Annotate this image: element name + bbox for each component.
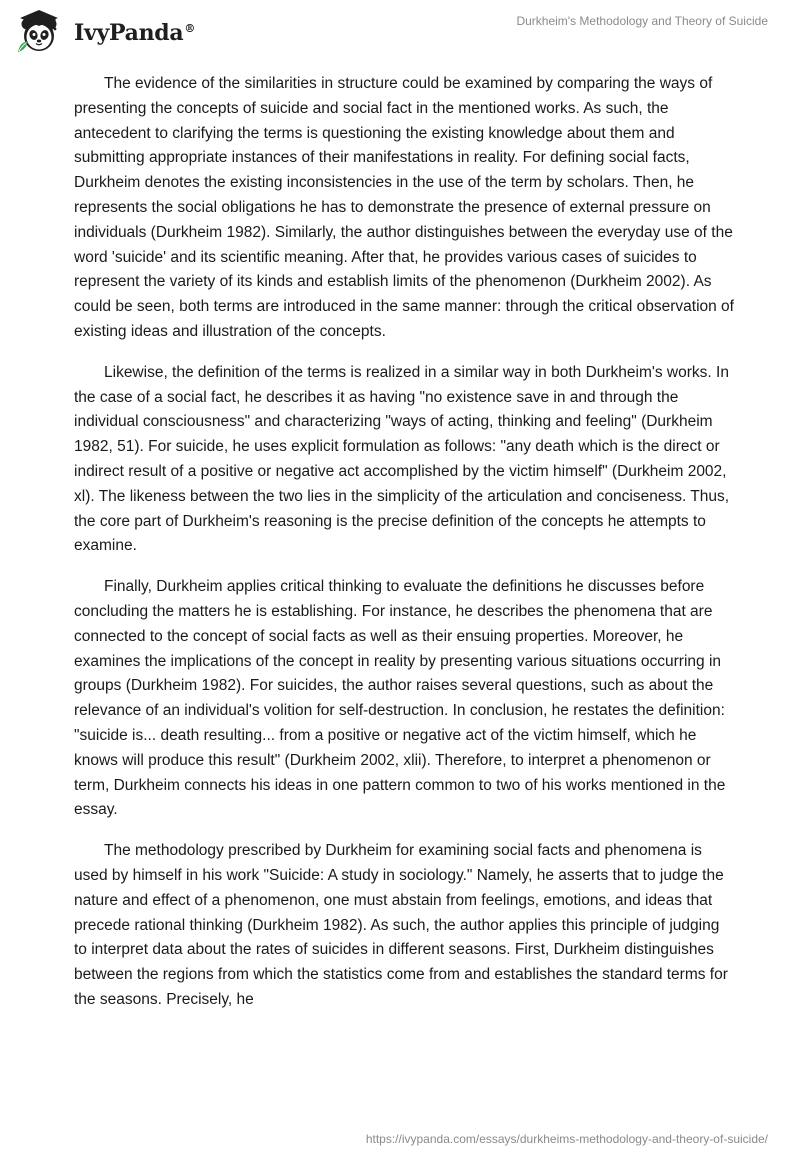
brand-name [74, 20, 195, 46]
ivypanda-logo[interactable] [14, 8, 195, 56]
registered-mark: ® [184, 21, 196, 35]
panda-graduation-cap-icon [14, 8, 68, 56]
essay-body [74, 72, 736, 1029]
brand-name-text: IvyPanda [74, 20, 184, 46]
paragraph: Likewise, the definition of the terms is realized in a similar way in both Durkheim's works. In the case of a social fact, he describes it as having "no existence save in and through the individual consciousness" and characterizing "ways of acting, thinking and feeling" (Durkheim 1982, 51). For suicide, he uses explicit formulation as follows: "any death which is the direct or indirect result of a positive or negative act accomplished by the victim himself" (Durkheim 2002, xl). The likeness between the two lies in the simplicity of the articulation and conciseness. Thus, the core part of Durkheim's reasoning is the precise definition of the concepts he attempts to examine. [74, 363, 730, 555]
paragraph: The evidence of the similarities in structure could be examined by comparing the ways of presenting the concepts of suicide and social fact in the mentioned works. As such, the antecedent to clarifying the terms is questioning the existing knowledge about them and submitting appropriate instances of their manifestations in reality. For defining social facts, Durkheim denotes the existing inconsistencies in the use of the term by scholars. Then, he represents the social obligations he has to demonstrate the presence of external pressure on individuals (Durkheim 1982). Similarly, the author distinguishes between the everyday use of the word 'suicide' and its scientific meaning. After that, he provides various cases of suicides to represent the variety of its kinds and establish limits of the phenomenon (Durkheim 2002). As could be seen, both terms are introduced in the same manner: through the critical observation of existing ideas and illustration of the concepts. [74, 75, 734, 340]
page-header [0, 0, 800, 60]
document-title: Durkheim's Methodology and Theory of Suicide [516, 14, 768, 28]
source-url[interactable]: https://ivypanda.com/essays/durkheims-methodology-and-theory-of-suicide/ [365, 1132, 768, 1146]
paragraph: Finally, Durkheim applies critical thinking to evaluate the definitions he discusses before concluding the matters he is establishing. For instance, he describes the phenomena that are connected to the concept of social facts as well as their ensuing properties. Moreover, he examines the implications of the concept in reality by presenting various situations occurring in groups (Durkheim 1982). For suicides, the author raises several questions, such as about the relevance of an individual's volition for self-destruction. In conclusion, he restates the definition: "suicide is... death resulting... from a positive or negative act of the victim himself, which he knows will produce this result" (Durkheim 2002, xlii). Therefore, to interpret a phenomenon or term, Durkheim connects his ideas in one pattern common to two of his works mentioned in the essay. [74, 578, 726, 819]
paragraph: The methodology prescribed by Durkheim for examining social facts and phenomena is used by himself in his work "Suicide: A study in sociology." Namely, he asserts that to judge the nature and effect of a phenomenon, one must abstain from feelings, emotions, and ideas that precede rational thinking (Durkheim 1982). As such, the author applies this principle of judging to interpret data about the rates of suicides in different seasons. First, Durkheim distinguishes between the regions from which the statistics come from and establishes the standard terms for the seasons. Precisely, he [74, 842, 728, 1008]
